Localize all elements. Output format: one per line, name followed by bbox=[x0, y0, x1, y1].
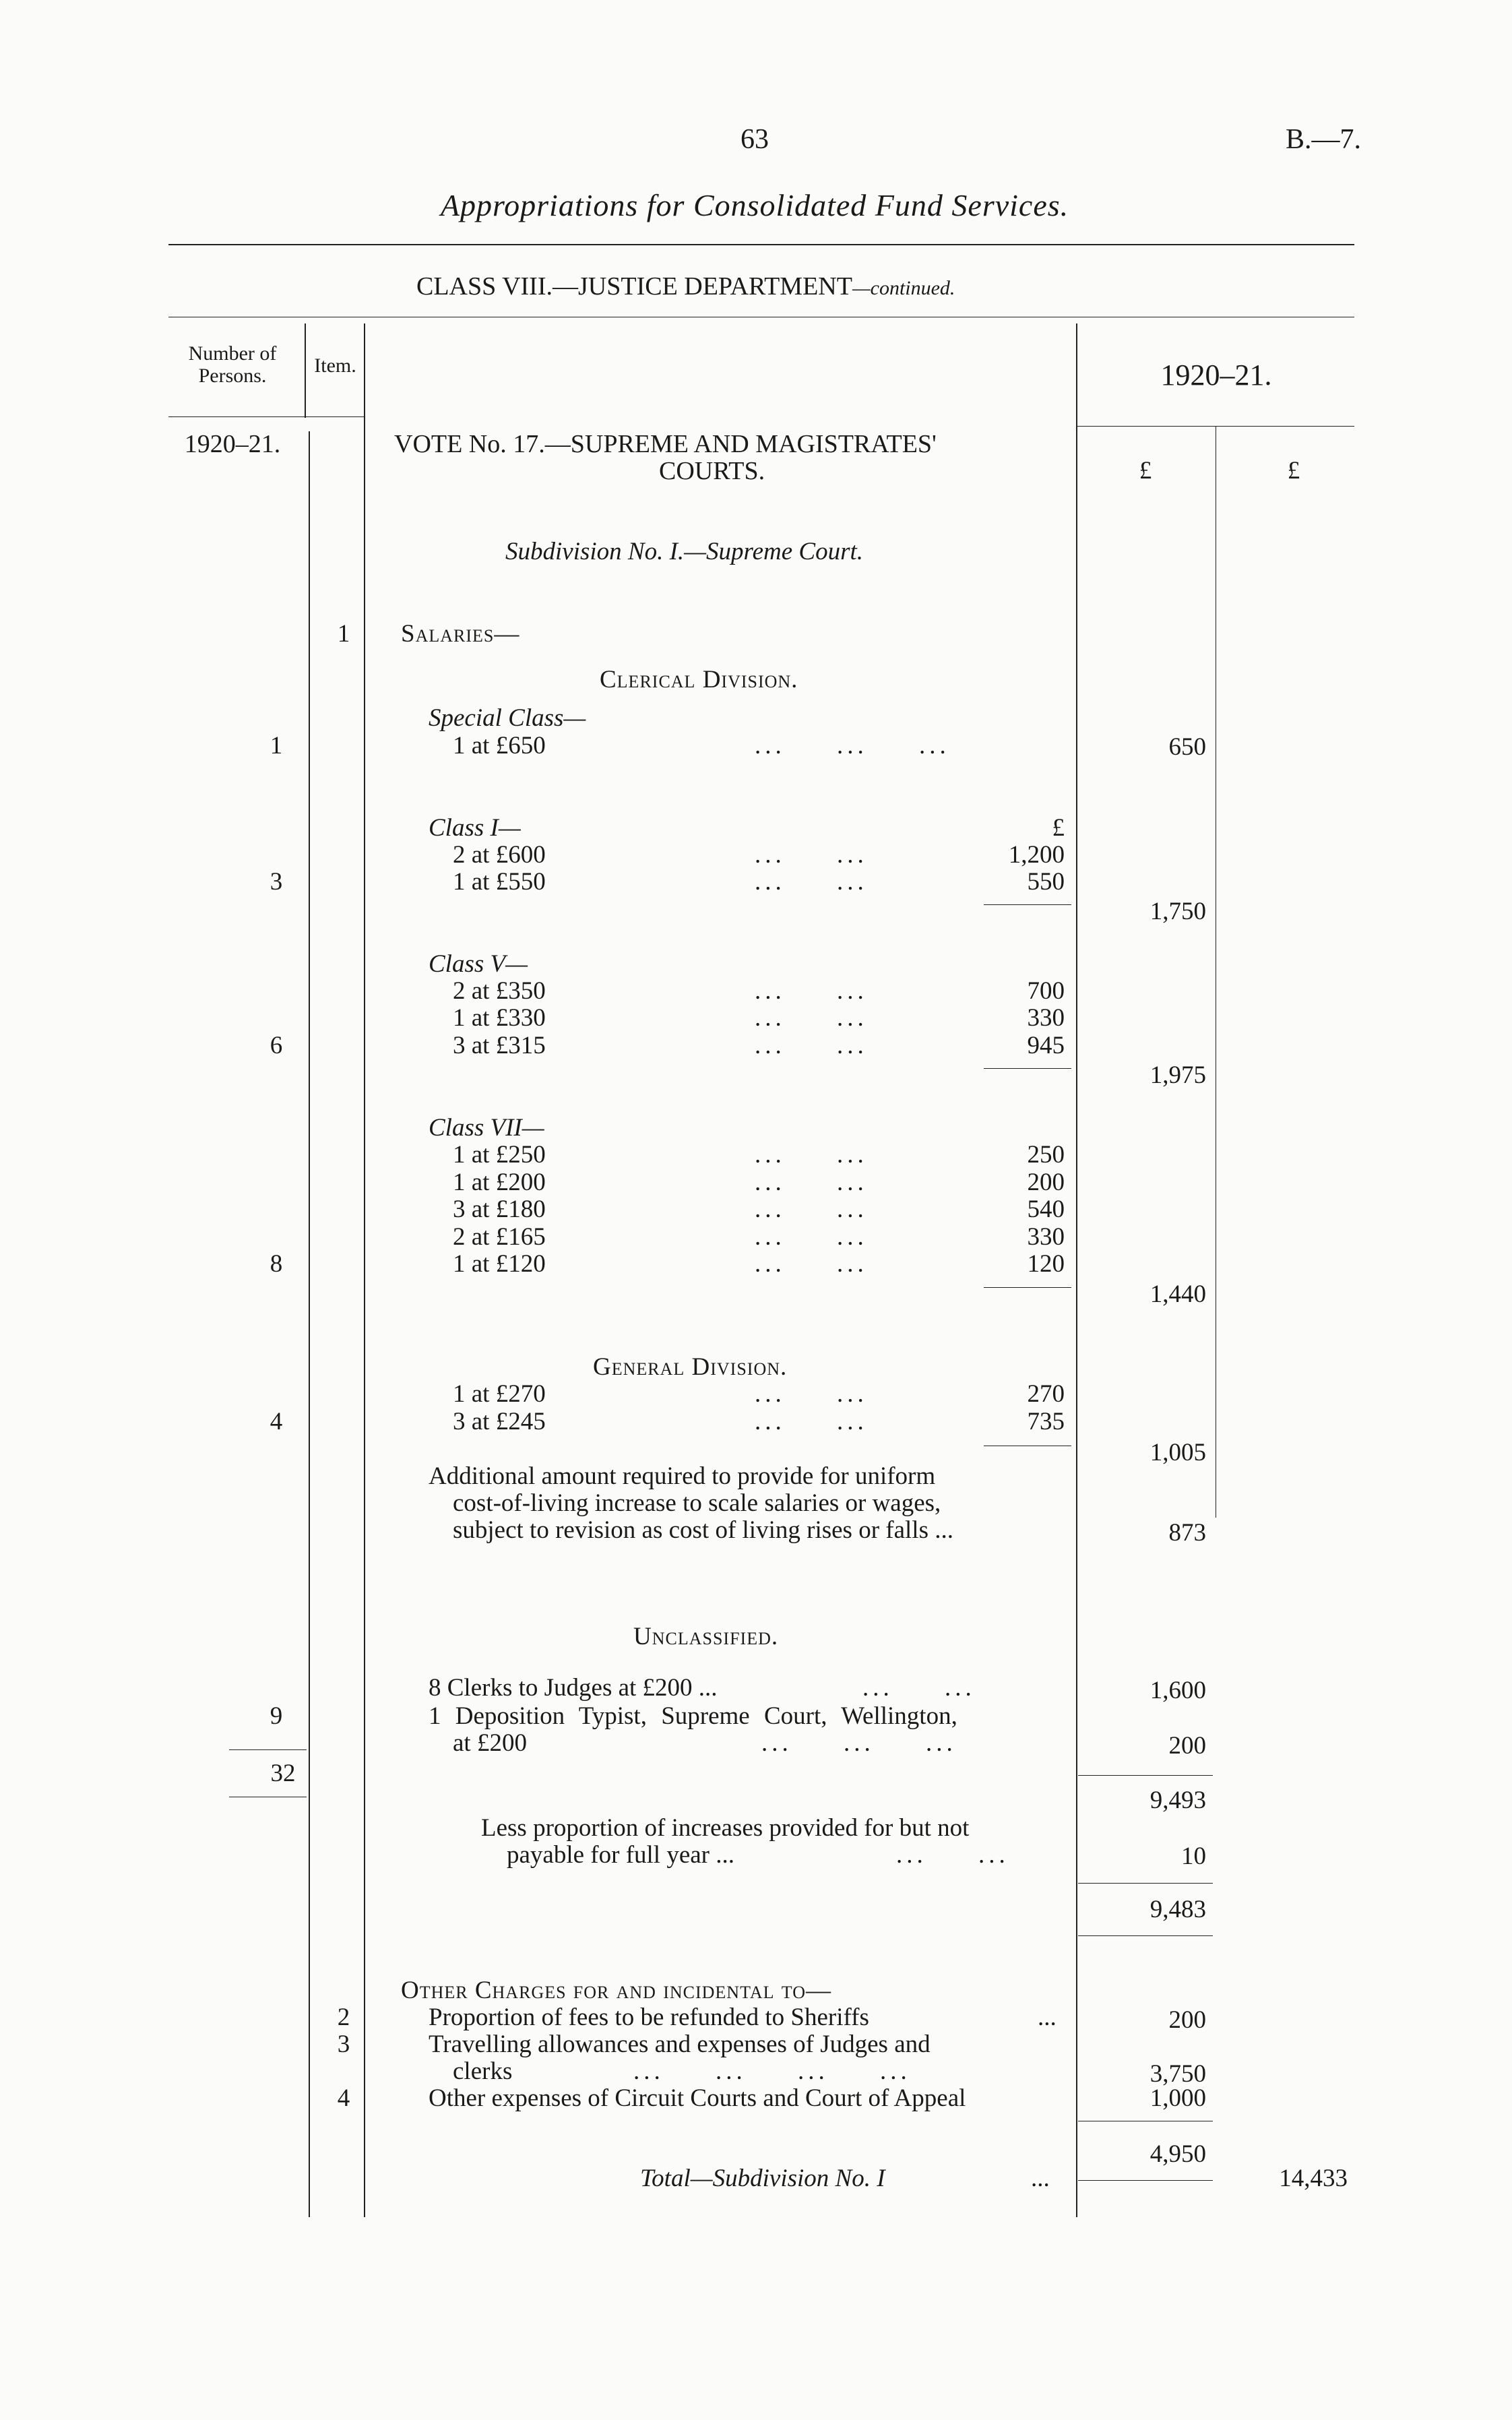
page-number: 63 bbox=[741, 124, 769, 155]
persons-count: 1 bbox=[270, 732, 283, 759]
other-charge-line: clerks bbox=[453, 2057, 513, 2085]
sum-rule bbox=[1078, 1935, 1213, 1936]
unclassified-line: at £200 bbox=[453, 1729, 527, 1757]
rate-line: 1 at £650 bbox=[453, 732, 546, 759]
vote-heading: VOTE No. 17.—SUPREME AND MAGISTRATES' bbox=[394, 430, 937, 458]
rate-line: 1 at £550 bbox=[453, 868, 546, 896]
pound-sign-inner: £ bbox=[1052, 814, 1065, 842]
grand-total: 14,433 bbox=[1279, 2165, 1348, 2192]
leader-dots: ... ... bbox=[755, 1004, 868, 1032]
persons-item-divider bbox=[309, 431, 310, 2217]
vote-heading-cont: COURTS. bbox=[659, 457, 765, 485]
sum-rule bbox=[984, 1068, 1071, 1069]
special-class-label: Special Class— bbox=[429, 704, 586, 732]
rate-line: 3 at £245 bbox=[453, 1408, 546, 1435]
amount-total: 1,600 bbox=[1149, 1677, 1206, 1704]
amount-total: 200 bbox=[1168, 1732, 1206, 1760]
leader-dots: ... ... bbox=[755, 1141, 868, 1169]
sum-rule bbox=[984, 1287, 1071, 1288]
class-i-label: Class I— bbox=[429, 814, 521, 842]
persons-year: 1920–21. bbox=[184, 430, 281, 458]
amount-total: 200 bbox=[1168, 2006, 1206, 2034]
amount-inner: 270 bbox=[1027, 1380, 1065, 1408]
header-rule-left bbox=[168, 416, 364, 417]
item-header: Item. bbox=[314, 354, 356, 377]
persons-count: 9 bbox=[270, 1702, 283, 1730]
rate-line: 1 at £270 bbox=[453, 1380, 546, 1408]
item-number: 3 bbox=[337, 2030, 350, 2058]
rate-line: 1 at £200 bbox=[453, 1169, 546, 1196]
class-v-label: Class V— bbox=[429, 950, 528, 978]
additional-amount-text: subject to revision as cost of living rises or falls ... bbox=[453, 1516, 953, 1544]
less-proportion-text: payable for full year ... bbox=[507, 1841, 734, 1869]
rate-line: 2 at £350 bbox=[453, 977, 546, 1005]
less-amount: 10 bbox=[1181, 1842, 1206, 1870]
leader-dots: ... bbox=[1038, 2004, 1057, 2031]
other-charges-heading: Other Charges for and incidental to— bbox=[401, 1977, 831, 2004]
pound-sign-col1: £ bbox=[1139, 457, 1152, 485]
leader-dots: ... ... bbox=[755, 1032, 868, 1059]
amount-total: 3,750 bbox=[1149, 2060, 1206, 2088]
amount-total: 650 bbox=[1168, 733, 1206, 761]
other-charge-line: Other expenses of Circuit Courts and Court of Appeal bbox=[429, 2084, 966, 2112]
amount-total: 873 bbox=[1168, 1519, 1206, 1547]
amount-inner: 1,200 bbox=[1008, 841, 1065, 869]
page-title: Appropriations for Consolidated Fund Services. bbox=[440, 188, 1069, 222]
amount-inner: 120 bbox=[1027, 1250, 1065, 1278]
leader-dots: ... ... bbox=[755, 1380, 868, 1408]
amount-inner: 330 bbox=[1027, 1004, 1065, 1032]
sum-rule bbox=[984, 904, 1071, 905]
persons-item-divider-top bbox=[305, 323, 306, 418]
leader-dots: ... ... bbox=[755, 1223, 868, 1251]
leader-dots: ... ... ... bbox=[755, 732, 950, 759]
amount-inner: 700 bbox=[1027, 977, 1065, 1005]
amount-inner: 550 bbox=[1027, 868, 1065, 896]
additional-amount-text: Additional amount required to provide for uniform bbox=[429, 1462, 936, 1490]
amount-inner: 735 bbox=[1027, 1408, 1065, 1435]
leader-dots: ... ... bbox=[862, 1674, 976, 1702]
leader-dots: ... ... bbox=[755, 977, 868, 1005]
persons-count: 4 bbox=[270, 1408, 283, 1435]
class-vii-label: Class VII— bbox=[429, 1114, 544, 1142]
amount-total: 1,750 bbox=[1149, 898, 1206, 925]
salaries-subtotal: 9,493 bbox=[1149, 1787, 1206, 1814]
salaries-heading: Salaries— bbox=[401, 620, 520, 648]
clerical-division-heading: Clerical Division. bbox=[600, 666, 798, 693]
rate-line: 1 at £250 bbox=[453, 1141, 546, 1169]
sum-rule bbox=[1078, 1775, 1213, 1776]
additional-amount-text: cost-of-living increase to scale salaries or wages, bbox=[453, 1489, 941, 1517]
unclassified-line: 1 Deposition Typist, Supreme Court, Wellington, bbox=[429, 1702, 957, 1730]
amount-inner: 200 bbox=[1027, 1169, 1065, 1196]
rate-line: 1 at £120 bbox=[453, 1250, 546, 1278]
total-persons: 32 bbox=[270, 1760, 296, 1787]
leader-dots: ... ... bbox=[755, 1408, 868, 1435]
unclassified-heading: Unclassified. bbox=[633, 1623, 779, 1650]
leader-dots: ... ... ... ... bbox=[633, 2057, 911, 2085]
amount-inner: 330 bbox=[1027, 1223, 1065, 1251]
rate-line: 3 at £180 bbox=[453, 1196, 546, 1223]
amount-total: 1,440 bbox=[1149, 1280, 1206, 1308]
total-subdivision-label: Total—Subdivision No. I bbox=[640, 2165, 885, 2192]
rate-line: 1 at £330 bbox=[453, 1004, 546, 1032]
other-charge-line: Proportion of fees to be refunded to Sheriffs bbox=[429, 2004, 869, 2031]
persons-sum-rule bbox=[229, 1749, 307, 1750]
leader-dots: ... ... bbox=[755, 1196, 868, 1223]
item-number: 4 bbox=[337, 2084, 350, 2112]
leader-dots: ... bbox=[1031, 2165, 1050, 2192]
rate-line: 2 at £165 bbox=[453, 1223, 546, 1251]
amount-inner: 250 bbox=[1027, 1141, 1065, 1169]
class-heading: CLASS VIII.—JUSTICE DEPARTMENT—continued. bbox=[416, 272, 955, 301]
leader-dots: ... ... bbox=[755, 868, 868, 896]
year-header: 1920–21. bbox=[1160, 359, 1272, 392]
unclassified-line: 8 Clerks to Judges at £200 ... bbox=[429, 1674, 718, 1702]
title-rule bbox=[168, 244, 1354, 245]
pound-sign-col2: £ bbox=[1287, 457, 1300, 485]
item-number: 1 bbox=[337, 620, 350, 648]
less-proportion-text: Less proportion of increases provided for but not bbox=[481, 1814, 970, 1842]
amount-total: 1,975 bbox=[1149, 1061, 1206, 1089]
number-of-persons-header: Number of Persons. bbox=[188, 342, 277, 387]
salaries-net-total: 9,483 bbox=[1149, 1896, 1206, 1923]
persons-count: 8 bbox=[270, 1250, 283, 1278]
leader-dots: ... ... bbox=[896, 1841, 1009, 1869]
leader-dots: ... ... bbox=[755, 1250, 868, 1278]
paper-reference: B.—7. bbox=[1285, 124, 1361, 155]
persons-count: 3 bbox=[270, 868, 283, 896]
subdivision-heading: Subdivision No. I.—Supreme Court. bbox=[505, 538, 864, 565]
persons-count: 6 bbox=[270, 1032, 283, 1059]
other-charge-line: Travelling allowances and expenses of Judges and bbox=[429, 2030, 931, 2058]
sum-rule bbox=[1078, 2180, 1213, 2181]
other-charges-total: 4,950 bbox=[1149, 2140, 1206, 2168]
amount-total: 1,005 bbox=[1149, 1439, 1206, 1466]
amount-inner: 945 bbox=[1027, 1032, 1065, 1059]
sum-rule bbox=[1078, 1883, 1213, 1884]
leader-dots: ... ... bbox=[755, 1169, 868, 1196]
leader-dots: ... ... ... bbox=[761, 1729, 957, 1757]
leader-dots: ... ... bbox=[755, 841, 868, 869]
item-number: 2 bbox=[337, 2004, 350, 2031]
desc-amount-divider bbox=[1076, 323, 1077, 2217]
rate-line: 3 at £315 bbox=[453, 1032, 546, 1059]
rate-line: 2 at £600 bbox=[453, 841, 546, 869]
general-division-heading: General Division. bbox=[593, 1353, 788, 1381]
item-desc-divider bbox=[364, 323, 365, 2217]
amount-total: 1,000 bbox=[1149, 2084, 1206, 2112]
amount-inner: 540 bbox=[1027, 1196, 1065, 1223]
